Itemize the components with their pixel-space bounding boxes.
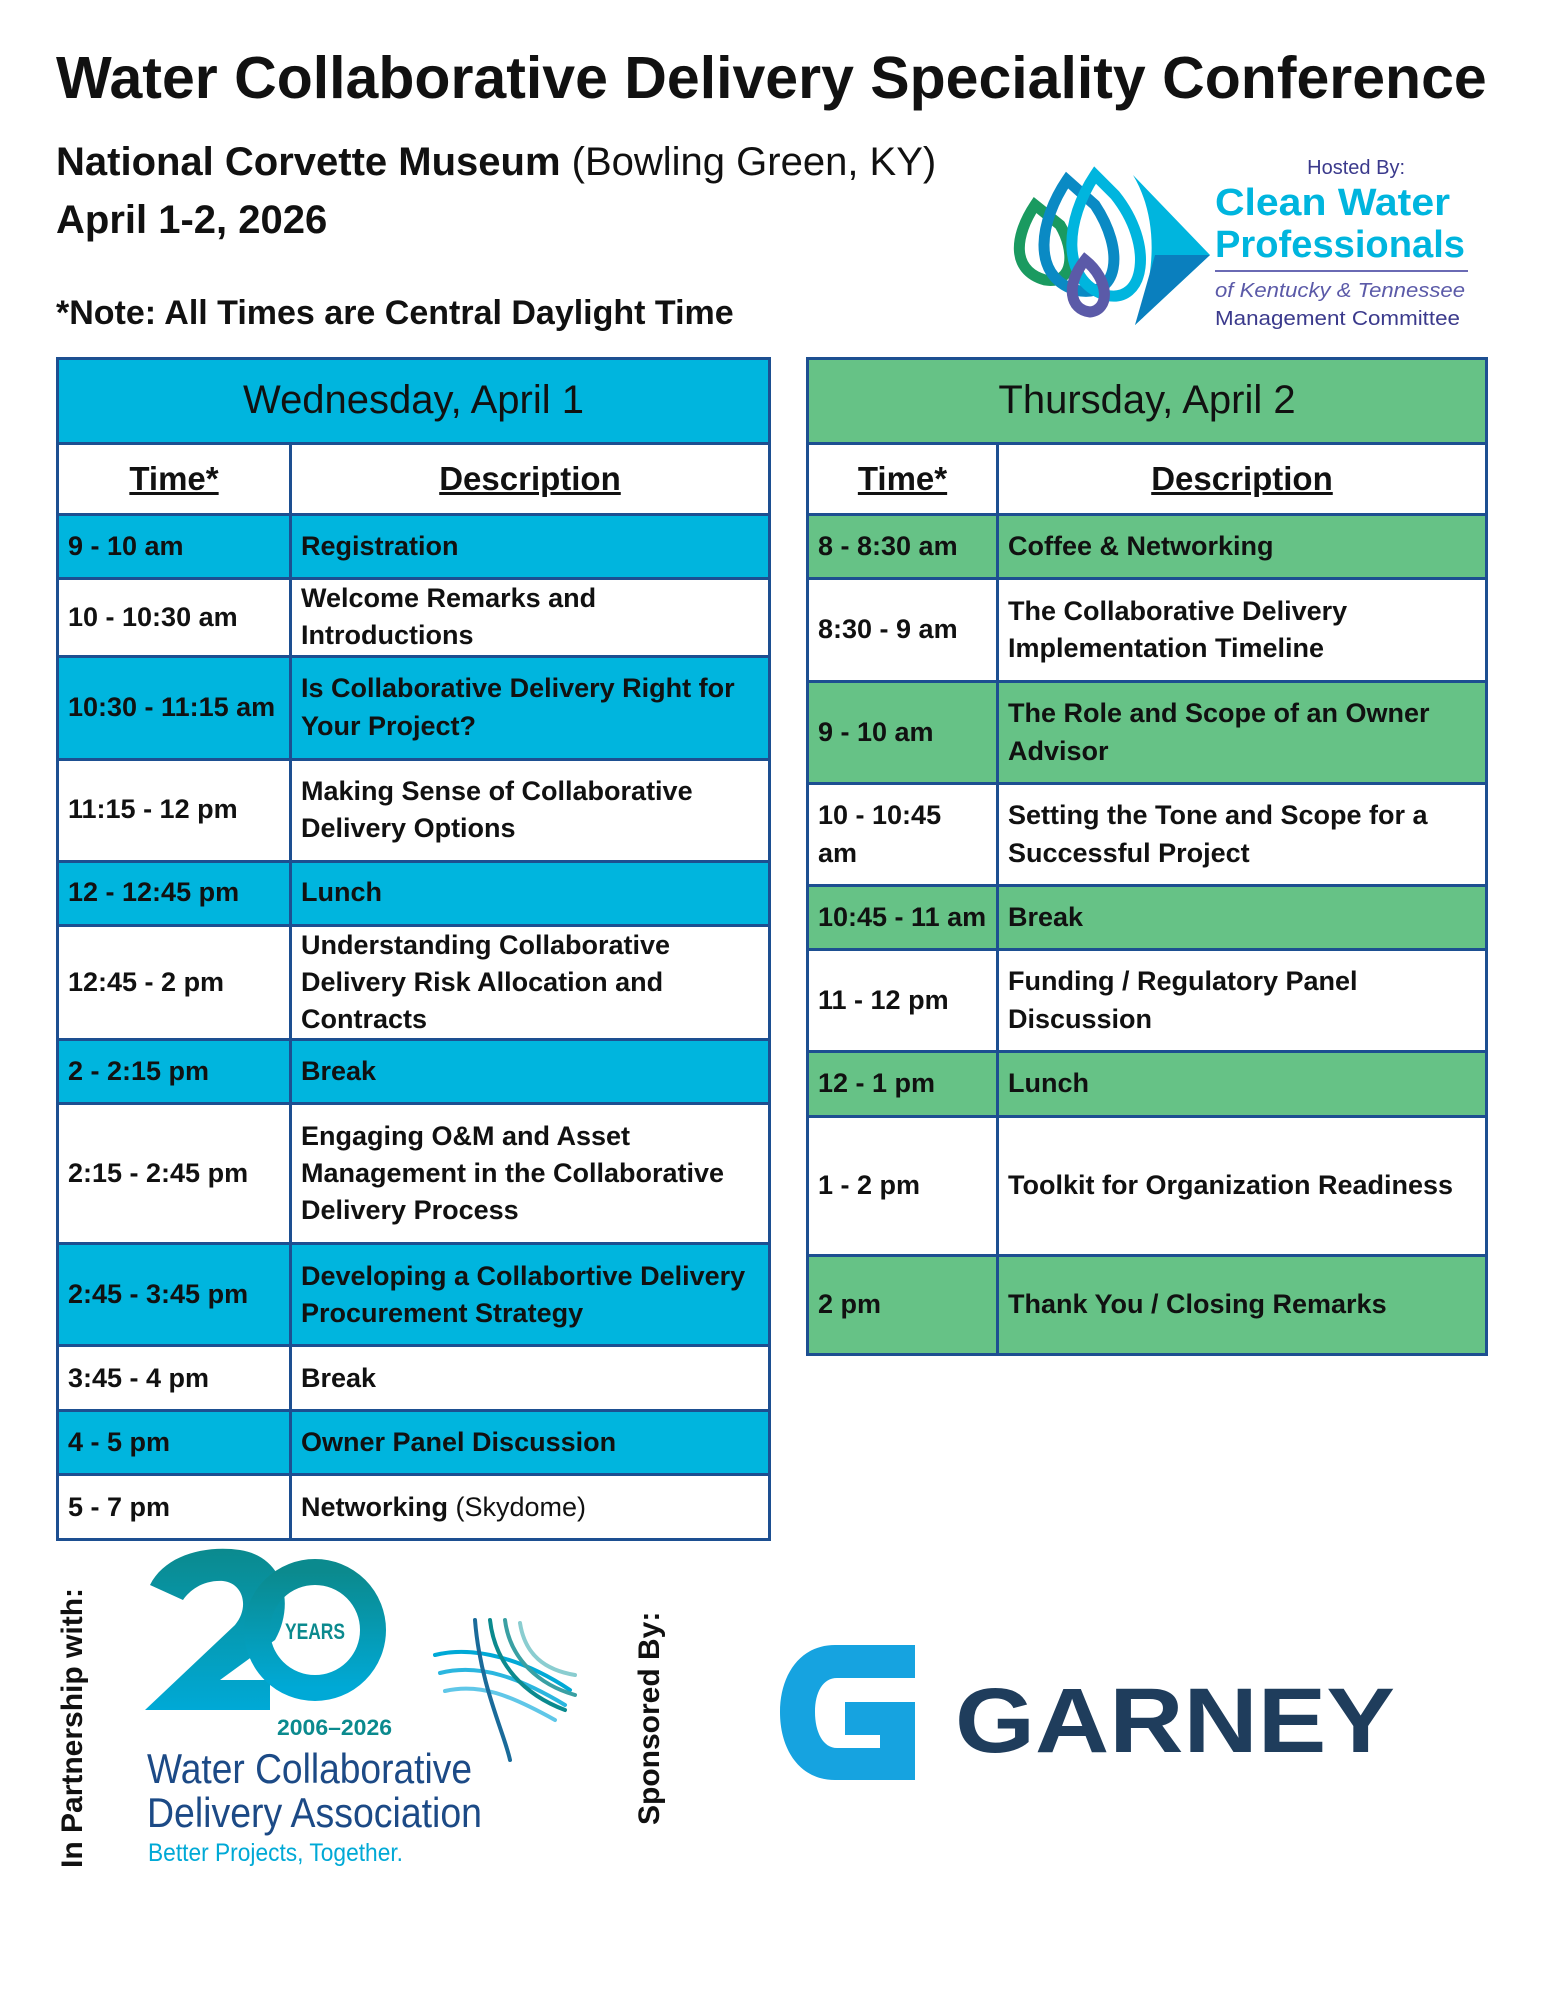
session-title: Is Collaborative Delivery Right for Your Project? <box>301 673 735 741</box>
water-drops-icon <box>1019 175 1210 325</box>
session-time: 10:30 - 11:15 am <box>58 656 291 759</box>
schedule-row <box>58 656 770 759</box>
venue <box>56 140 936 185</box>
session-title: Networking <box>301 1491 449 1522</box>
session-description <box>998 784 1487 886</box>
session-title: Making Sense of Collaborative Delivery Options <box>301 775 693 843</box>
session-description <box>998 579 1487 682</box>
time-column-header: Time* <box>808 444 998 515</box>
session-title: Setting the Tone and Scope for a Successful Project <box>1008 800 1428 868</box>
wcda-name-line2: Delivery Association <box>147 1789 482 1836</box>
wcda-name-line1: Water Collaborative <box>147 1745 472 1792</box>
schedule-row <box>58 579 770 657</box>
host-name-line2: Professionals <box>1215 224 1465 266</box>
session-title: Understanding Collaborative Delivery Risk Allocation and Contracts <box>301 929 671 1034</box>
session-title: Break <box>301 1056 377 1087</box>
waves-icon <box>435 1620 575 1760</box>
session-title: Welcome Remarks and Introductions <box>301 583 597 651</box>
schedule-row <box>58 1346 770 1411</box>
session-time: 1 - 2 pm <box>808 1117 998 1256</box>
schedule-row <box>58 1040 770 1104</box>
session-description <box>291 515 770 579</box>
thursday-schedule <box>806 357 1488 1356</box>
session-title: Owner Panel Discussion <box>301 1427 617 1458</box>
session-title: Lunch <box>1008 1068 1089 1099</box>
session-time: 12:45 - 2 pm <box>58 925 291 1040</box>
session-description <box>291 1244 770 1346</box>
session-time: 9 - 10 am <box>808 682 998 784</box>
wcda-tagline: Better Projects, Together. <box>148 1839 403 1867</box>
session-description <box>291 1475 770 1540</box>
sponsor-name: GARNEY <box>955 1670 1395 1772</box>
schedule-row <box>808 886 1487 950</box>
session-title: Registration <box>301 530 459 561</box>
session-description <box>291 759 770 861</box>
session-description <box>998 1256 1487 1355</box>
venue-name: National Corvette Museum <box>56 140 561 184</box>
session-time: 12 - 12:45 pm <box>58 861 291 925</box>
session-description <box>291 1411 770 1475</box>
schedule-row <box>808 950 1487 1052</box>
session-time: 8 - 8:30 am <box>808 515 998 579</box>
session-time: 4 - 5 pm <box>58 1411 291 1475</box>
schedule-row <box>808 515 1487 579</box>
session-time: 2:45 - 3:45 pm <box>58 1244 291 1346</box>
session-location: (Skydome) <box>448 1491 587 1522</box>
session-time: 8:30 - 9 am <box>808 579 998 682</box>
host-name-line1: Clean Water <box>1215 182 1451 224</box>
session-title: The Collaborative Delivery Implementation Timeline <box>1008 595 1348 663</box>
session-description <box>998 886 1487 950</box>
schedule-row <box>58 1411 770 1475</box>
wednesday-schedule <box>56 357 771 1541</box>
session-description <box>998 950 1487 1052</box>
session-time: 10 - 10:30 am <box>58 579 291 657</box>
session-time: 10 - 10:45 am <box>808 784 998 886</box>
host-logo <box>1005 150 1475 340</box>
session-title: Engaging O&M and Asset Management in the Collaborative Delivery Process <box>301 1120 725 1226</box>
wcda-range: 2006–2026 <box>277 1715 392 1740</box>
wednesday-day-header: Wednesday, April 1 <box>58 359 770 444</box>
schedule-row <box>58 1104 770 1244</box>
session-description <box>291 579 770 657</box>
session-description <box>291 925 770 1040</box>
conference-dates: April 1-2, 2026 <box>56 198 328 242</box>
session-description <box>291 861 770 925</box>
schedule-row <box>58 1475 770 1540</box>
session-title: Lunch <box>301 877 382 908</box>
schedule-row <box>808 1256 1487 1355</box>
schedule-row <box>808 784 1487 886</box>
thursday-day-header: Thursday, April 2 <box>808 359 1487 444</box>
schedule-row <box>58 1244 770 1346</box>
time-column-header: Time* <box>58 444 291 515</box>
schedule-row <box>808 1052 1487 1117</box>
session-time: 9 - 10 am <box>58 515 291 579</box>
schedule-row <box>58 759 770 861</box>
session-time: 10:45 - 11 am <box>808 886 998 950</box>
session-time: 2 pm <box>808 1256 998 1355</box>
wcda-years: YEARS <box>285 1619 345 1644</box>
wcda-logo <box>145 1545 585 1870</box>
session-description <box>291 1104 770 1244</box>
description-column-header: Description <box>998 444 1487 515</box>
schedule-row <box>808 579 1487 682</box>
session-title: Funding / Regulatory Panel Discussion <box>1008 966 1358 1034</box>
session-title: The Role and Scope of an Owner Advisor <box>1008 698 1430 766</box>
session-description <box>998 515 1487 579</box>
host-committee: Management Committee <box>1215 308 1460 330</box>
schedule-row <box>58 515 770 579</box>
session-time: 5 - 7 pm <box>58 1475 291 1540</box>
timezone-note: *Note: All Times are Central Daylight Time <box>56 294 734 332</box>
session-time: 2 - 2:15 pm <box>58 1040 291 1104</box>
hosted-by-label: Hosted By: <box>1307 157 1405 179</box>
partnership-label: In Partnership with: <box>56 1587 89 1868</box>
session-description <box>291 1346 770 1411</box>
garney-logo <box>775 1640 1405 1785</box>
host-region: of Kentucky & Tennessee <box>1215 280 1465 302</box>
schedule-row <box>808 682 1487 784</box>
session-description <box>291 656 770 759</box>
session-title: Developing a Collabortive Delivery Procurement Strategy <box>301 1260 746 1328</box>
session-time: 12 - 1 pm <box>808 1052 998 1117</box>
schedule-row <box>808 1117 1487 1256</box>
session-time: 3:45 - 4 pm <box>58 1346 291 1411</box>
sponsored-label: Sponsored By: <box>633 1611 666 1825</box>
session-title: Coffee & Networking <box>1008 530 1274 561</box>
session-description <box>998 682 1487 784</box>
schedule-row <box>58 861 770 925</box>
venue-location: (Bowling Green, KY) <box>560 140 937 184</box>
session-time: 11 - 12 pm <box>808 950 998 1052</box>
session-title: Toolkit for Organization Readiness <box>1008 1170 1454 1201</box>
session-description <box>998 1117 1487 1256</box>
session-time: 2:15 - 2:45 pm <box>58 1104 291 1244</box>
session-description <box>998 1052 1487 1117</box>
garney-g-icon <box>780 1645 915 1780</box>
description-column-header: Description <box>291 444 770 515</box>
session-title: Break <box>1008 901 1084 932</box>
page-title: Water Collaborative Delivery Speciality Conference <box>56 45 1487 111</box>
session-title: Thank You / Closing Remarks <box>1008 1289 1387 1320</box>
session-description <box>291 1040 770 1104</box>
session-time: 11:15 - 12 pm <box>58 759 291 861</box>
schedule-row <box>58 925 770 1040</box>
session-title: Break <box>301 1362 377 1393</box>
